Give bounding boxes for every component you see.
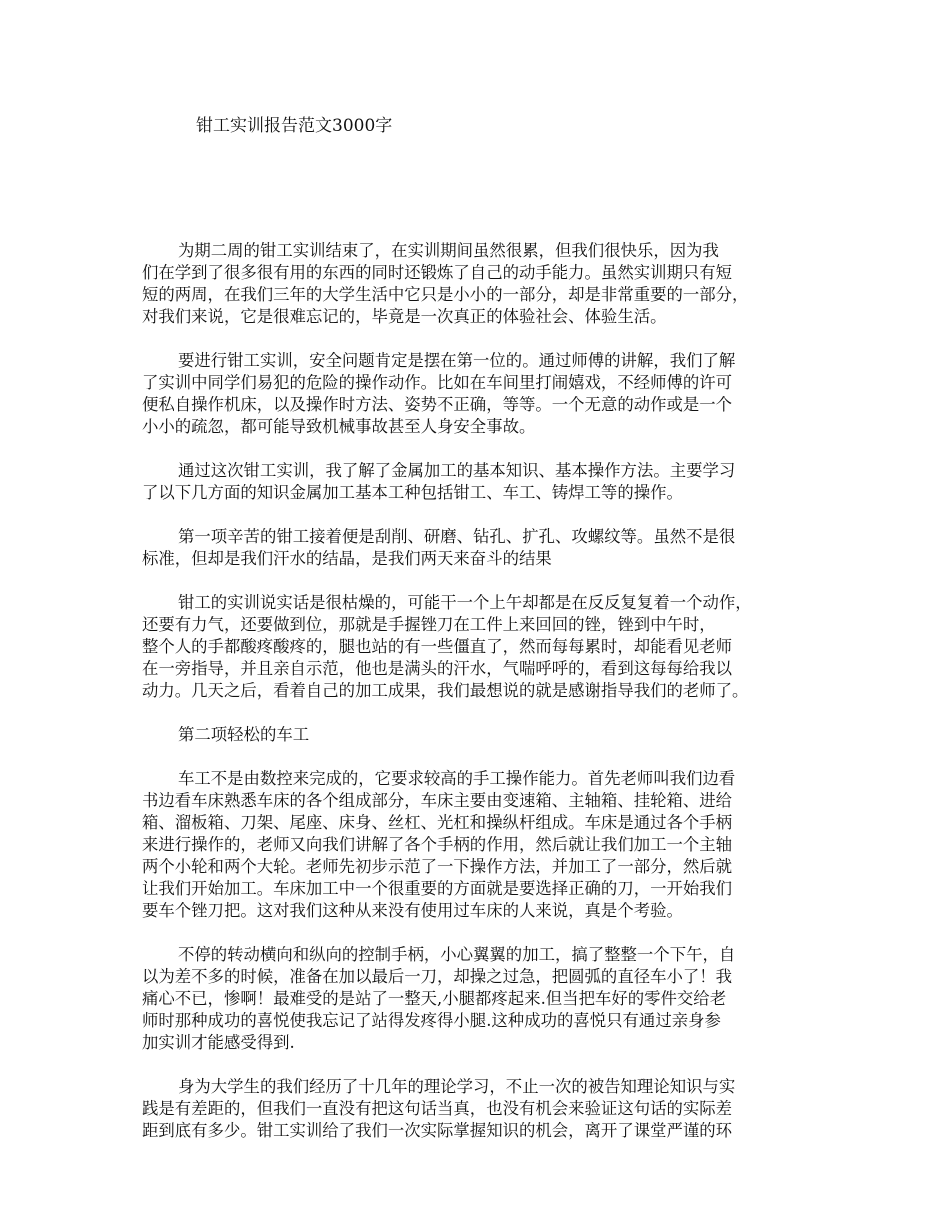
paragraph-line: 第二项轻松的车工 [178, 725, 310, 744]
paragraph-line: 便私自操作机床，以及操作时方法、姿势不正确，等等。一个无意的动作或是一个 [142, 395, 733, 414]
paragraph [142, 724, 822, 746]
paragraph-line: 还要有力气，还要做到位，那就是手握锉刀在工件上来回回的锉，锉到中午时， [142, 615, 716, 634]
paragraph-line: 动力。几天之后，看着自己的加工成果，我们最想说的就是感谢指导我们的老师了。 [142, 681, 749, 700]
paragraph [142, 526, 822, 570]
paragraph-line: 第一项辛苦的钳工接着便是刮削、研磨、钻孔、扩孔、攻螺纹等。虽然不是很 [178, 527, 736, 546]
paragraph [142, 460, 822, 504]
paragraph-line: 车工不是由数控来完成的，它要求较高的手工操作能力。首先老师叫我们边看 [178, 769, 736, 788]
paragraph-line: 践是有差距的，但我们一直没有把这句话当真，也没有机会来验证这句话的实际差 [142, 1099, 733, 1118]
paragraph [142, 240, 822, 328]
paragraph-line: 短的两周，在我们三年的大学生活中它只是小小的一部分，却是非常重要的一部分， [142, 285, 749, 304]
paragraph [142, 944, 822, 1054]
paragraph-line: 钳工的实训说实话是很枯燥的，可能干一个上午却都是在反反复复着一个动作， [178, 593, 752, 612]
paragraph-line: 通过这次钳工实训，我了解了金属加工的基本知识、基本操作方法。主要学习 [178, 461, 736, 480]
paragraph-line: 两个小轮和两个大轮。老师先初步示范了一下操作方法，并加工了一部分，然后就 [142, 857, 733, 876]
paragraph-line: 了以下几方面的知识金属加工基本工种包括钳工、车工、铸焊工等的操作。 [142, 483, 683, 502]
paragraph-line: 要进行钳工实训，安全问题肯定是摆在第一位的。通过师傅的讲解，我们了解 [178, 351, 736, 370]
paragraph-line: 距到底有多少。钳工实训给了我们一次实际掌握知识的机会，离开了课堂严谨的环 [142, 1121, 733, 1140]
paragraph-line: 痛心不已，惨啊！最难受的是站了一整天,小腿都疼起来.但当把车好的零件交给老 [142, 989, 727, 1008]
paragraph [142, 350, 822, 438]
paragraph [142, 1076, 822, 1142]
paragraph-line: 以为差不多的时候，准备在加以最后一刀，却操之过急，把圆弧的直径车小了！我 [142, 967, 733, 986]
paragraph-line: 加实训才能感受得到. [142, 1033, 295, 1052]
paragraph-line: 师时那种成功的喜悦使我忘记了站得发疼得小腿.这种成功的喜悦只有通过亲身参 [142, 1011, 721, 1030]
paragraph-line: 书边看车床熟悉车床的各个组成部分，车床主要由变速箱、主轴箱、挂轮箱、进给 [142, 791, 733, 810]
paragraph-line: 要车个锉刀把。这对我们这种从来没有使用过车床的人来说，真是个考验。 [142, 901, 683, 920]
paragraph-line: 了实训中同学们易犯的危险的操作动作。比如在车间里打闹嬉戏，不经师傅的许可 [142, 373, 733, 392]
paragraph-line: 在一旁指导，并且亲自示范，他也是满头的汗水，气喘呼呼的，看到这每每给我以 [142, 659, 733, 678]
paragraph-line: 箱、溜板箱、刀架、尾座、床身、丝杠、光杠和操纵杆组成。车床是通过各个手柄 [142, 813, 733, 832]
paragraph-line: 标准，但却是我们汗水的结晶，是我们两天来奋斗的结果 [142, 549, 552, 568]
document-title: 钳工实训报告范文3000字 [196, 116, 393, 136]
paragraph-line: 们在学到了很多很有用的东西的同时还锻炼了自己的动手能力。虽然实训期只有短 [142, 263, 733, 282]
paragraph-line: 身为大学生的我们经历了十几年的理论学习，不止一次的被告知理论知识与实 [178, 1077, 736, 1096]
paragraph-line: 对我们来说，它是很难忘记的，毕竟是一次真正的体验社会、体验生活。 [142, 307, 667, 326]
paragraph-line: 整个人的手都酸疼酸疼的，腿也站的有一些僵直了，然而每每累时，却能看见老师 [142, 637, 733, 656]
paragraph-line: 来进行操作的，老师又向我们讲解了各个手柄的作用，然后就让我们加工一个主轴 [142, 835, 733, 854]
document-body [142, 240, 822, 1164]
paragraph [142, 592, 822, 702]
paragraph-line: 不停的转动横向和纵向的控制手柄，小心翼翼的加工，搞了整整一个下午，自 [178, 945, 736, 964]
paragraph-line: 小小的疏忽，都可能导致机械事故甚至人身安全事故。 [142, 417, 536, 436]
paragraph-line: 让我们开始加工。车床加工中一个很重要的方面就是要选择正确的刀，一开始我们 [142, 879, 733, 898]
paragraph-line: 为期二周的钳工实训结束了，在实训期间虽然很累，但我们很快乐，因为我 [178, 241, 719, 260]
paragraph [142, 768, 822, 922]
